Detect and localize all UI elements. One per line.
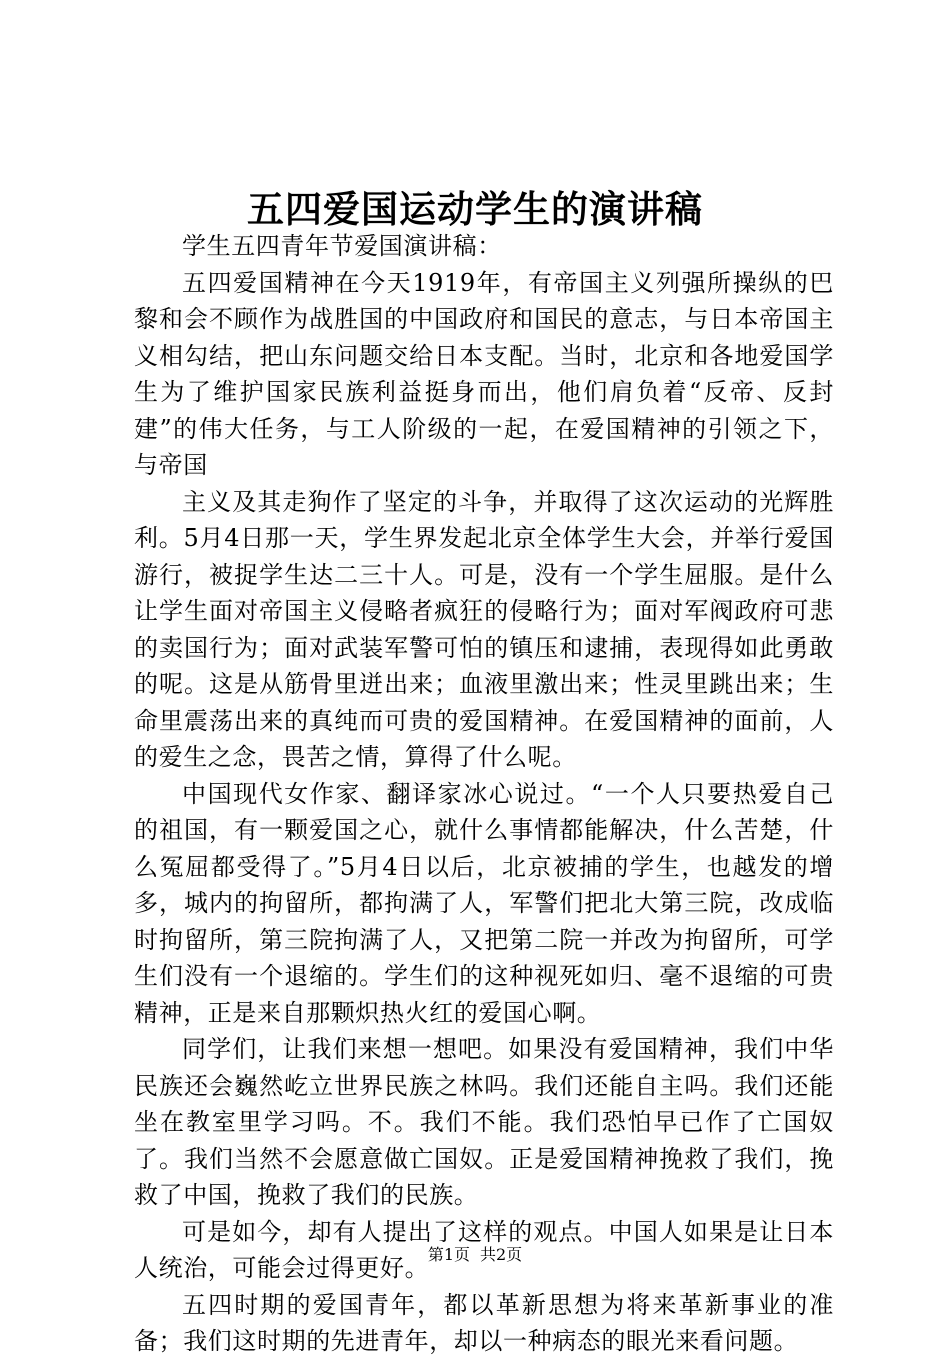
page-title: 五四爱国运动学生的演讲稿 <box>247 187 703 231</box>
paragraph: 同学们，让我们来想一想吧。如果没有爱国精神，我们中华民族还会巍然屹立世界民族之林吗。我们还能自主吗。我们还能坐在教室里学习吗。不。我们不能。我们恐怕早已作了亡国奴了。我们当然不会愿意做亡国奴。正是爱国精神挽救了我们，挽救了中国，挽救了我们的民族。 <box>134 1035 834 1209</box>
paragraph: 中国现代女作家、翻译家冰心说过。“一个人只要热爱自己的祖国，有一颗爱国之心，就什么事情都能解决，什么苦楚，什么冤屈都受得了。”5月4日以后，北京被捕的学生，也越发的增多，城内的拘留所，都拘满了人，军警们把北大第三院，改成临时拘留所，第三院拘满了人，又把第二院一并改为拘留所，可学生们没有一个退缩的。学生们的这种视死如归、毫不退缩的可贵精神，正是来自那颗炽热火红的爱国心啊。 <box>134 779 834 1027</box>
paragraph: 五四爱国精神在今天1919年，有帝国主义列强所操纵的巴黎和会不顾作为战胜国的中国政府和国民的意志，与日本帝国主义相勾结，把山东问题交给日本支配。当时，北京和各地爱国学生为了维护国家民族利益挺身而出，他们肩负着“反帝、反封建”的伟大任务，与工人阶级的一起，在爱国精神的引领之下，与帝国 <box>134 268 834 479</box>
page-count: 共2页 <box>480 1245 523 1264</box>
paragraph: 五四时期的爱国青年，都以革新思想为将来革新事业的准备；我们这时期的先进青年，却以一种病态的眼光来看问题。 <box>134 1290 834 1355</box>
paragraph: 主义及其走狗作了坚定的斗争，并取得了这次运动的光辉胜利。5月4日那一天，学生界发起北京全体学生大会，并举行爱国游行，被捉学生达二三十人。可是，没有一个学生屈服。是什么让学生面对帝国主义侵略者疯狂的侵略行为；面对军阀政府可悲的卖国行为；面对武装军警可怕的镇压和逮捕，表现得如此勇敢的呢。这是从筋骨里迸出来；血液里激出来；性灵里跳出来；生命里震荡出来的真纯而可贵的爱国精神。在爱国精神的面前，人的爱生之念，畏苦之情，算得了什么呢。 <box>134 487 834 771</box>
document-body <box>134 228 834 1360</box>
page-number: 第1页 <box>427 1245 470 1264</box>
paragraph: 可是如今，却有人提出了这样的观点。中国人如果是让日本人统治，可能会过得更好。 <box>134 1217 834 1282</box>
paragraph-intro: 学生五四青年节爱国演讲稿： <box>182 232 502 260</box>
page-footer <box>0 1244 950 1266</box>
